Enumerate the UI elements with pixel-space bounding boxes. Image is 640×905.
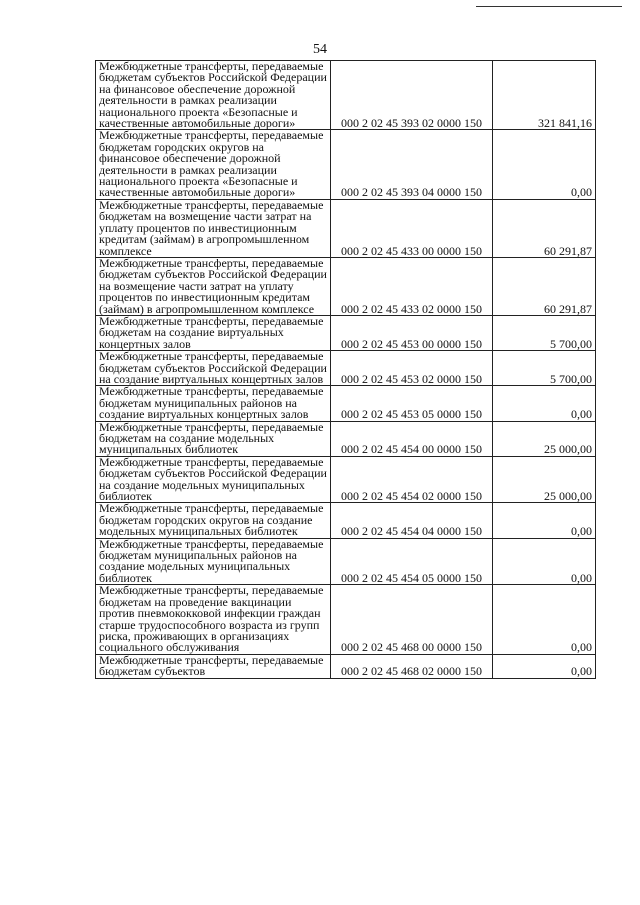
- transfer-name-cell: Межбюджетные трансферты, передаваемые бюджетам субъектов Российской Федерации на финансовое обеспечение дорожной деятельности в рамках реализации национального проекта «Безопасные и качественные автомобильные дороги»: [96, 61, 331, 130]
- budget-code-cell: 000 2 02 45 453 00 0000 150: [331, 315, 493, 350]
- table-row: [96, 315, 596, 350]
- transfer-name-cell: Межбюджетные трансферты, передаваемые бюджетам городских округов на финансовое обеспечение дорожной деятельности в рамках реализации национального проекта «Безопасные и качественные автомобильные дороги»: [96, 130, 331, 199]
- budget-code-cell: 000 2 02 45 453 05 0000 150: [331, 386, 493, 421]
- table-row: [96, 538, 596, 585]
- amount-cell: 0,00: [493, 386, 596, 421]
- table-row: [96, 130, 596, 199]
- top-rule: [476, 6, 622, 7]
- transfer-name-cell: Межбюджетные трансферты, передаваемые бюджетам на возмещение части затрат на уплату процентов по инвестиционным кредитам (займам) в агропромышленном комплексе: [96, 199, 331, 257]
- transfer-name-cell: Межбюджетные трансферты, передаваемые бюджетам на создание модельных муниципальных библиотек: [96, 421, 331, 456]
- budget-code-cell: 000 2 02 45 393 02 0000 150: [331, 61, 493, 130]
- amount-cell: 0,00: [493, 538, 596, 585]
- table-row: [96, 351, 596, 386]
- budget-code-cell: 000 2 02 45 454 00 0000 150: [331, 421, 493, 456]
- budget-code-cell: 000 2 02 45 453 02 0000 150: [331, 351, 493, 386]
- page-number: 54: [313, 42, 327, 57]
- amount-cell: 0,00: [493, 503, 596, 538]
- amount-cell: 0,00: [493, 585, 596, 654]
- table-row: [96, 199, 596, 257]
- amount-cell: 25 000,00: [493, 421, 596, 456]
- table-row: [96, 257, 596, 315]
- amount-cell: 5 700,00: [493, 351, 596, 386]
- table-row: [96, 386, 596, 421]
- budget-code-cell: 000 2 02 45 454 02 0000 150: [331, 456, 493, 503]
- table-row: [96, 654, 596, 678]
- transfer-name-cell: Межбюджетные трансферты, передаваемые бюджетам субъектов Российской Федерации на возмещение части затрат на уплату процентов по инвестиционным кредитам (займам) в агропромышленном комплексе: [96, 257, 331, 315]
- transfer-name-cell: Межбюджетные трансферты, передаваемые бюджетам субъектов Российской Федерации на создание виртуальных концертных залов: [96, 351, 331, 386]
- amount-cell: 5 700,00: [493, 315, 596, 350]
- table-row: [96, 421, 596, 456]
- transfer-name-cell: Межбюджетные трансферты, передаваемые бюджетам субъектов Российской Федерации на создание модельных муниципальных библиотек: [96, 456, 331, 503]
- transfer-name-cell: Межбюджетные трансферты, передаваемые бюджетам субъектов: [96, 654, 331, 678]
- transfer-name-cell: Межбюджетные трансферты, передаваемые бюджетам городских округов на создание модельных муниципальных библиотек: [96, 503, 331, 538]
- budget-code-cell: 000 2 02 45 468 02 0000 150: [331, 654, 493, 678]
- budget-code-cell: 000 2 02 45 433 02 0000 150: [331, 257, 493, 315]
- budget-code-cell: 000 2 02 45 454 05 0000 150: [331, 538, 493, 585]
- transfer-name-cell: Межбюджетные трансферты, передаваемые бюджетам на проведение вакцинации против пневмококковой инфекции граждан старше трудоспособного возраста из групп риска, проживающих в организациях социального обслуживания: [96, 585, 331, 654]
- budget-code-cell: 000 2 02 45 433 00 0000 150: [331, 199, 493, 257]
- amount-cell: 321 841,16: [493, 61, 596, 130]
- transfer-name-cell: Межбюджетные трансферты, передаваемые бюджетам муниципальных районов на создание модельных муниципальных библиотек: [96, 538, 331, 585]
- amount-cell: 60 291,87: [493, 199, 596, 257]
- table-row: [96, 456, 596, 503]
- budget-code-cell: 000 2 02 45 393 04 0000 150: [331, 130, 493, 199]
- budget-revenue-table: [95, 60, 596, 679]
- amount-cell: 0,00: [493, 130, 596, 199]
- budget-code-cell: 000 2 02 45 468 00 0000 150: [331, 585, 493, 654]
- budget-code-cell: 000 2 02 45 454 04 0000 150: [331, 503, 493, 538]
- transfer-name-cell: Межбюджетные трансферты, передаваемые бюджетам муниципальных районов на создание виртуальных концертных залов: [96, 386, 331, 421]
- table-row: [96, 61, 596, 130]
- transfer-name-cell: Межбюджетные трансферты, передаваемые бюджетам на создание виртуальных концертных залов: [96, 315, 331, 350]
- table-row: [96, 585, 596, 654]
- amount-cell: 60 291,87: [493, 257, 596, 315]
- amount-cell: 0,00: [493, 654, 596, 678]
- table-body: [96, 61, 596, 679]
- amount-cell: 25 000,00: [493, 456, 596, 503]
- table-row: [96, 503, 596, 538]
